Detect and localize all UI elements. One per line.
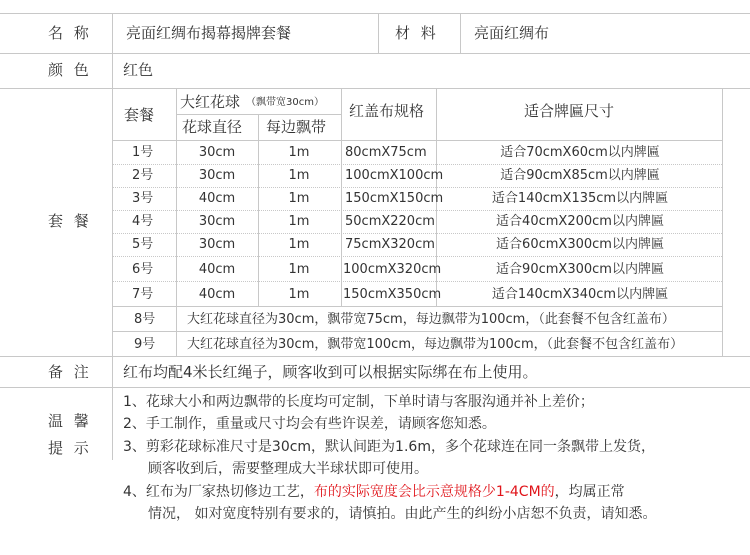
header-diameter: 花球直径 [182, 118, 243, 136]
row-4-diameter: 30cm [198, 214, 236, 229]
rule-col-diameter [258, 114, 259, 306]
tips-label-line-2: 提 示 [48, 439, 92, 457]
row-5-plaque: 适合60cmX300cm以内牌匾 [496, 237, 664, 252]
tip-4-line-1 [123, 485, 625, 499]
header-ribbon: 每边飘带 [266, 118, 327, 136]
name-value: 亮面红绸布揭幕揭牌套餐 [126, 24, 292, 42]
tip-3-line-1: 3、剪彩花球标准尺寸是30cm，默认间距为1.6m，多个花球连在同一条飘带上发货， [123, 439, 655, 455]
tip-3-line-2: 顾客收到后，需要整理成大半球状即可使用。 [148, 461, 428, 477]
row-2-plaque: 适合90cmX85cm以内牌匾 [500, 168, 660, 183]
color-label: 颜 色 [48, 61, 92, 79]
rule-col-ribbon [341, 88, 342, 306]
row-9-no: 9号 [134, 337, 156, 352]
color-value: 红色 [123, 61, 154, 79]
rule-row-8 [112, 331, 722, 332]
rule-row-3 [112, 210, 722, 211]
tip-4-suffix: ，均属正常 [554, 484, 625, 500]
row-4-ribbon: 1m [288, 214, 310, 229]
package-label: 套 餐 [48, 212, 92, 230]
header-flower-main: 大红花球 [180, 93, 241, 111]
row-4-plaque: 适合40cmX200cm以内牌匾 [496, 214, 664, 229]
rule-row-2 [112, 187, 722, 188]
row-4-spec: 50cmX220cm [345, 214, 435, 229]
rule-special-left [176, 306, 177, 356]
row-3-plaque: 适合140cmX135cm以内牌匾 [491, 191, 669, 206]
row-6-diameter: 40cm [198, 262, 236, 277]
row-8-text: 大红花球直径为30cm，飘带宽75cm，每边飘带为100cm，（此套餐不包含红盖布） [187, 312, 675, 327]
row-5-ribbon: 1m [288, 237, 310, 252]
rule-header-bottom [112, 140, 722, 141]
row-7-spec: 150cmX350cm [343, 287, 442, 302]
remark-value: 红布均配4米长红绳子，顾客收到可以根据实际绑在布上使用。 [123, 363, 538, 381]
rule-material-left [378, 13, 379, 53]
row-7-ribbon: 1m [288, 287, 310, 302]
rule-col-package [176, 88, 177, 306]
row-6-no: 6号 [132, 262, 154, 277]
rule-row-5 [112, 256, 722, 257]
rule-table-right [722, 88, 723, 356]
rule-row-1 [112, 164, 722, 165]
row-5-spec: 75cmX320cm [345, 237, 435, 252]
row-2-ribbon: 1m [288, 168, 310, 183]
row-1-plaque: 适合70cmX60cm以内牌匾 [500, 145, 660, 160]
row-1-spec: 80cmX75cm [345, 145, 427, 160]
rule-row-7 [112, 306, 722, 307]
header-cloth-spec: 红盖布规格 [349, 102, 425, 120]
row-5-diameter: 30cm [198, 237, 236, 252]
header-flower-note: （飘带宽30cm） [246, 97, 324, 108]
row-3-diameter: 40cm [198, 191, 236, 206]
rule-row-4 [112, 233, 722, 234]
material-value: 亮面红绸布 [474, 24, 550, 42]
row-7-diameter: 40cm [198, 287, 236, 302]
row-3-spec: 150cmX150cm [345, 191, 444, 206]
rule-label-col [112, 13, 113, 460]
header-plaque-size: 适合牌匾尺寸 [524, 102, 615, 120]
row-3-no: 3号 [132, 191, 154, 206]
header-package: 套餐 [124, 106, 155, 124]
row-7-no: 7号 [132, 287, 154, 302]
row-1-ribbon: 1m [288, 145, 310, 160]
name-label: 名 称 [48, 24, 92, 42]
row-4-no: 4号 [132, 214, 154, 229]
row-1-no: 1号 [132, 145, 154, 160]
row-7-plaque: 适合140cmX340cm以内牌匾 [491, 287, 669, 302]
row-5-no: 5号 [132, 237, 154, 252]
tips-label-line-1: 温 馨 [48, 412, 92, 430]
row-3-ribbon: 1m [288, 191, 310, 206]
row-6-spec: 100cmX320cm [343, 262, 442, 277]
rule-material-right [460, 13, 461, 53]
tip-4-line-2: 情况， 如对宽度特别有要求的，请慎拍。由此产生的纠纷小店恕不负责，请知悉。 [148, 506, 657, 522]
tip-4-prefix: 4、红布为厂家热切修边工艺， [123, 484, 314, 500]
tip-4-highlight: 布的实际宽度会比示意规格少1-4CM的 [313, 484, 555, 500]
row-2-no: 2号 [132, 168, 154, 183]
row-1-diameter: 30cm [198, 145, 236, 160]
remark-label: 备 注 [48, 363, 92, 381]
rule-row-6 [112, 281, 722, 282]
tip-1: 1、花球大小和两边飘带的长度均可定制，下单时请与客服沟通并补上差价； [123, 394, 594, 410]
row-9-text: 大红花球直径为30cm，飘带宽100cm，每边飘带为100cm，（此套餐不包含红盖布） [187, 337, 684, 352]
row-6-plaque: 适合90cmX300cm以内牌匾 [496, 262, 664, 277]
row-2-spec: 100cmX100cm [345, 168, 444, 183]
tip-2: 2、手工制作，重量或尺寸均会有些许误差，请顾客您知悉。 [123, 416, 496, 432]
row-8-no: 8号 [134, 312, 156, 327]
material-label: 材 料 [395, 24, 439, 42]
row-6-ribbon: 1m [288, 262, 310, 277]
row-2-diameter: 30cm [198, 168, 236, 183]
